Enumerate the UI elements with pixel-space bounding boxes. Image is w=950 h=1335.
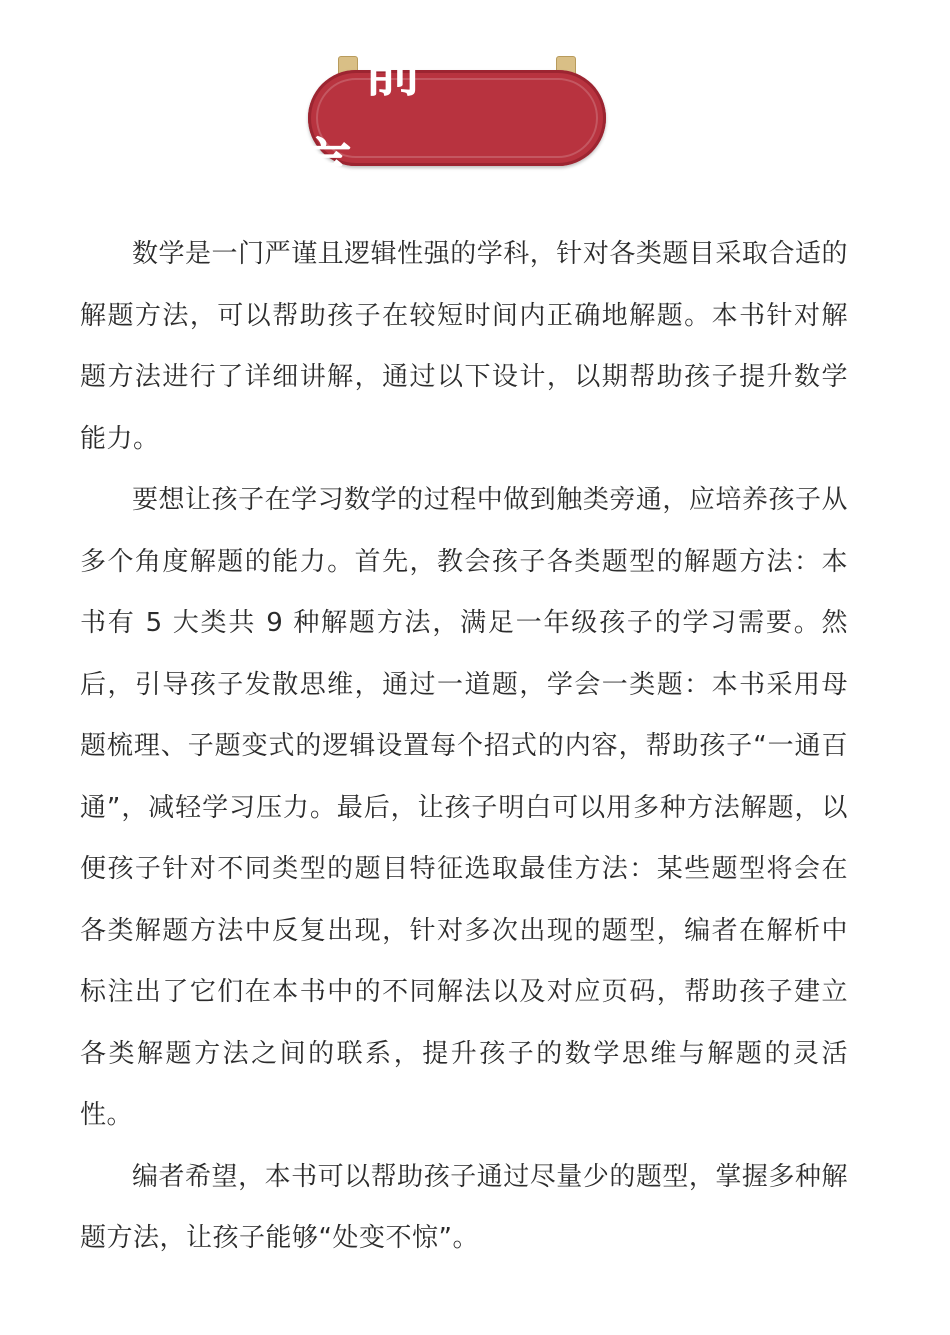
preface-body [80,224,848,1270]
paragraph-1: 数学是一门严谨且逻辑性强的学科，针对各类题目采取合适的解题方法，可以帮助孩子在较短时间内正确地解题。本书针对解题方法进行了详细讲解，通过以下设计，以期帮助孩子提升数学能力。 [80,239,848,454]
title-banner [294,36,621,200]
page-title: 前 言 [294,36,621,200]
paragraph-2: 要想让孩子在学习数学的过程中做到触类旁通，应培养孩子从多个角度解题的能力。首先，教会孩子各类题型的解题方法：本书有 5 大类共 9 种解题方法，满足一年级孩子的学习需要。然后，引导孩子发散思维，通过一道题，学会一类题：本书采用母题梳理、子题变式的逻辑设置每个招式的内容，帮助孩子“一通百通”，减轻学习压力。最后，让孩子明白可以用多种方法解题，以便孩子针对不同类型的题目特征选取最佳方法：某些题型将会在各类解题方法中反复出现，针对多次出现的题型，编者在解析中标注出了它们在本书中的不同解法以及对应页码，帮助孩子建立各类解题方法之间的联系，提升孩子的数学思维与解题的灵活性。 [80,485,848,1130]
paragraph-3: 编者希望，本书可以帮助孩子通过尽量少的题型，掌握多种解题方法，让孩子能够“处变不惊”。 [80,1161,848,1253]
